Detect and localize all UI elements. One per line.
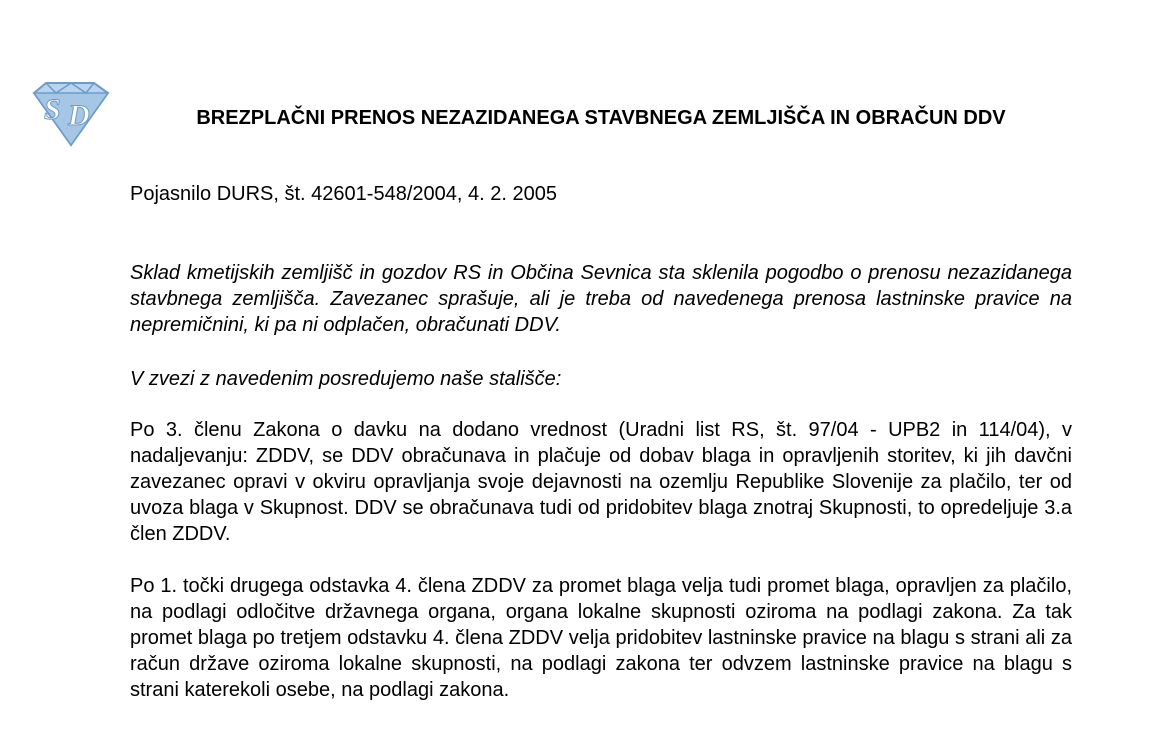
document-title: BREZPLAČNI PRENOS NEZAZIDANEGA STAVBNEGA ZEMLJIŠČA IN OBRAČUN DDV [196,107,1006,129]
source-reference: Pojasnilo DURS, št. 42601-548/2004, 4. 2. 2005 [130,183,557,205]
svg-text:S: S [44,93,61,126]
intro-paragraph: V zvezi z navedenim posredujemo naše stališče: [130,368,562,390]
svg-text:D: D [68,99,90,132]
body-paragraph: Po 1. točki drugega odstavka 4. člena ZDDV za promet blaga velja tudi promet blaga, opravljen za plačilo, na podlagi odločitve državnega organa, organa lokalne skupnosti oziroma na podlagi zakona. Za tak promet blaga po tretjem odstavku 4. člena ZDDV velja pridobitev lastninske pravice na blagu s strani ali za račun države oziroma lokalne skupnosti, na podlagi zakona ter odvzem lastninske pravice na blagu s strani katerekoli osebe, na podlagi zakona. [130,575,1072,701]
sd-logo-graphic [28,79,112,149]
body-paragraph: Po 3. členu Zakona o davku na dodano vrednost (Uradni list RS, št. 97/04 - UPB2 in 114/04), v nadaljevanju: ZDDV, se DDV obračunava in plačuje od dobav blaga in opravljenih storitev, ki jih davčni zavezanec opravi v okviru opravljanja svoje dejavnosti na ozemlju Republike Slovenije za plačilo, ter od uvoza blaga v Skupnost. DDV se obračunava tudi od pridobitev blaga znotraj Skupnosti, to opredeljuje 3.a člen ZDDV. [130,419,1072,545]
sd-logo-icon [28,79,112,149]
question-paragraph: Sklad kmetijskih zemljišč in gozdov RS in Občina Sevnica sta sklenila pogodbo o prenosu nezazidanega stavbnega zemljišča. Zavezanec sprašuje, ali je treba od navedenega prenosa lastninske pravice na nepremičnini, ki pa ni odplačen, obračunati DDV. [130,262,1072,336]
